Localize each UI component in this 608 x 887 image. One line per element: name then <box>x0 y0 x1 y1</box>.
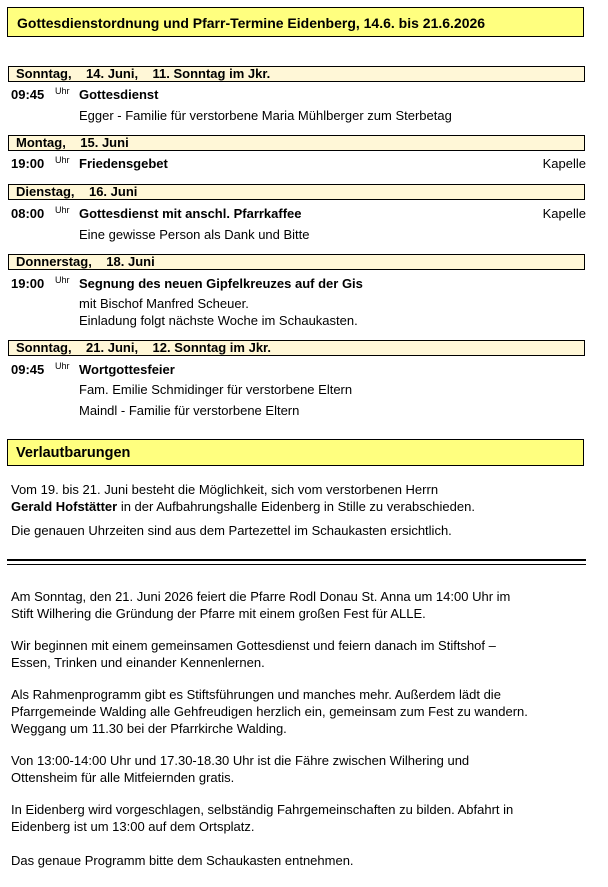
announcement-line <box>11 498 591 515</box>
day-header-montag-15: Montag, 15. Juni <box>8 135 585 151</box>
announcements-heading: Verlautbarungen <box>7 439 584 466</box>
fest-paragraph <box>11 686 591 737</box>
event-note: mit Bischof Manfred Scheuer. <box>79 296 249 311</box>
event-note: Einladung folgt nächste Woche im Schaukasten. <box>79 313 358 328</box>
fest-line: Essen, Trinken und einander Kennenlernen. <box>11 655 265 670</box>
announcement-paragraph <box>11 481 591 515</box>
fest-line: Als Rahmenprogramm gibt es Stiftsführungen und manches mehr. Außerdem lädt die <box>11 687 501 702</box>
event-location: Kapelle <box>542 206 586 221</box>
event-time: 08:00 <box>11 206 45 221</box>
fest-line: Von 13:00-14:00 Uhr und 17.30-18.30 Uhr ist die Fähre zwischen Wilhering und <box>11 753 470 768</box>
event-title: Friedensgebet <box>79 156 168 171</box>
fest-line: Stift Wilhering die Gründung der Pfarre mit einem großen Fest für ALLE. <box>11 606 426 621</box>
fest-line: Eidenberg ist um 13:00 auf dem Ortsplatz. <box>11 819 255 834</box>
event-title: Gottesdienst <box>79 87 159 102</box>
fest-line: In Eidenberg wird vorgeschlagen, selbständig Fahrgemeinschaften zu bilden. Abfahrt in <box>11 802 514 817</box>
fest-paragraph <box>11 637 591 671</box>
day-header-sonntag-21: Sonntag, 21. Juni, 12. Sonntag im Jkr. <box>8 340 585 356</box>
fest-line: Pfarrgemeinde Walding alle Gehfreudigen herzlich ein, gemeinsam zum Fest zu wandern. <box>11 704 528 719</box>
day-header-donnerstag-18: Donnerstag, 18. Juni <box>8 254 585 270</box>
divider <box>7 564 586 565</box>
divider <box>7 559 586 561</box>
event-time-unit: Uhr <box>55 86 70 96</box>
event-time-unit: Uhr <box>55 361 70 371</box>
event-time-unit: Uhr <box>55 205 70 215</box>
deceased-name: Gerald Hofstätter <box>11 499 118 514</box>
fest-line: Wir beginnen mit einem gemeinsamen Gottesdienst und feiern danach im Stiftshof – <box>11 638 496 653</box>
fest-paragraph: Das genaue Programm bitte dem Schaukasten entnehmen. <box>11 853 354 868</box>
announcement-line: Vom 19. bis 21. Juni besteht die Möglichkeit, sich vom verstorbenen Herrn <box>11 482 439 497</box>
event-time: 09:45 <box>11 362 45 377</box>
event-title: Segnung des neuen Gipfelkreuzes auf der Gis <box>79 276 363 291</box>
event-intention: Maindl - Familie für verstorbene Eltern <box>79 403 300 418</box>
day-header-sonntag-14: Sonntag, 14. Juni, 11. Sonntag im Jkr. <box>8 66 585 82</box>
event-time-unit: Uhr <box>55 275 70 285</box>
event-title: Wortgottesfeier <box>79 362 175 377</box>
event-location: Kapelle <box>542 156 586 171</box>
fest-paragraph <box>11 752 591 786</box>
announcement-line-rest: in der Aufbahrungshalle Eidenberg in Stille zu verabschieden. <box>117 499 475 514</box>
fest-line: Ottensheim für alle Mitfeiernden gratis. <box>11 770 235 785</box>
event-time-unit: Uhr <box>55 155 70 165</box>
event-time: 19:00 <box>11 276 45 291</box>
announcement-paragraph: Die genauen Uhrzeiten sind aus dem Partezettel im Schaukasten ersichtlich. <box>11 523 452 538</box>
page-title: Gottesdienstordnung und Pfarr-Termine Eidenberg, 14.6. bis 21.6.2026 <box>7 7 584 37</box>
event-intention: Eine gewisse Person als Dank und Bitte <box>79 227 310 242</box>
day-header-dienstag-16: Dienstag, 16. Juni <box>8 184 585 200</box>
fest-line: Weggang um 11.30 bei der Pfarrkirche Walding. <box>11 721 287 736</box>
fest-line: Am Sonntag, den 21. Juni 2026 feiert die Pfarre Rodl Donau St. Anna um 14:00 Uhr im <box>11 589 511 604</box>
event-intention: Egger - Familie für verstorbene Maria Mühlberger zum Sterbetag <box>79 108 452 123</box>
event-time: 09:45 <box>11 87 45 102</box>
fest-paragraph <box>11 588 591 622</box>
event-time: 19:00 <box>11 156 45 171</box>
event-intention: Fam. Emilie Schmidinger für verstorbene Eltern <box>79 382 353 397</box>
fest-paragraph <box>11 801 591 835</box>
event-title: Gottesdienst mit anschl. Pfarrkaffee <box>79 206 302 221</box>
